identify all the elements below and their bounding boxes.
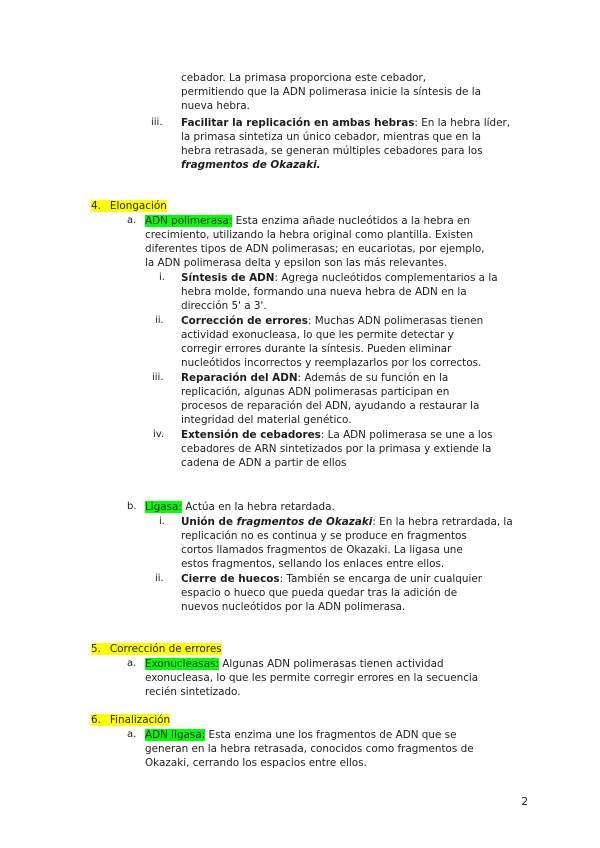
list-item: Extensión de cebadores: La ADN polimerasa se une a los xyxy=(181,429,493,441)
text-line: dirección 5' a 3'. xyxy=(181,300,267,312)
section-heading xyxy=(91,713,170,727)
list-item: ADN ligasa: Esta enzima une los fragmentos de ADN que se xyxy=(145,729,457,741)
section-heading-highlight: 6. Finalización xyxy=(91,714,171,726)
list-marker: iii. xyxy=(151,117,163,128)
section-heading-highlight: 5. Corrección de errores xyxy=(91,643,222,655)
text-line: espacio o hueco que pueda quedar tras la adición de xyxy=(181,587,458,599)
text-line: cadena de ADN a partir de ellos xyxy=(181,457,347,469)
subsection-highlight: Ligasa: xyxy=(145,501,182,513)
text-line: crecimiento, utilizando la hebra original como plantilla. Existen xyxy=(145,229,474,241)
text-line: la primasa sintetiza un único cebador, mientras que en la xyxy=(181,131,481,143)
subsection-highlight: ADN polimerasa: xyxy=(145,215,233,227)
text-line: recién sintetizado. xyxy=(145,686,241,698)
text-line: nueva hebra. xyxy=(181,100,250,112)
text-line: cebadores de ARN sintetizados por la primasa y extiende la xyxy=(181,443,492,455)
text-line: cortos llamados fragmentos de Okazaki. La ligasa une xyxy=(181,544,463,556)
list-marker: a. xyxy=(127,215,137,226)
list-item: Exonucleasas: Algunas ADN polimerasas tienen actividad xyxy=(145,658,444,670)
section-heading-highlight: 4. Elongación xyxy=(91,200,167,212)
list-marker: ii. xyxy=(155,573,164,584)
text-line: nucleótidos incorrectos y reemplazarlos por los correctos. xyxy=(181,357,482,369)
list-marker: iii. xyxy=(152,372,164,383)
text-line: corregir errores durante la síntesis. Pueden eliminar xyxy=(181,343,452,355)
list-item: Facilitar la replicación en ambas hebras: En la hebra líder, xyxy=(181,117,511,129)
text-line: actividad exonucleasa, lo que les permite detectar y xyxy=(181,329,454,341)
page-number: 2 xyxy=(521,796,528,808)
list-marker: i. xyxy=(159,272,165,283)
text-line: procesos de reparación del ADN, ayudando a restaurar la xyxy=(181,400,480,412)
text-line: la ADN polimerasa delta y epsilon son las más relevantes. xyxy=(145,257,448,269)
list-marker: iv. xyxy=(153,429,165,440)
text-line: hebra retrasada, se generan múltiples cebadores para los xyxy=(181,145,483,157)
section-heading xyxy=(91,642,222,656)
text-line: cebador. La primasa proporciona este cebador, xyxy=(181,72,427,84)
list-item: Cierre de huecos: También se encarga de unir cualquier xyxy=(181,573,482,585)
subsection-highlight: Exonucleasas: xyxy=(145,658,219,670)
list-marker: a. xyxy=(127,658,137,669)
text-line: hebra molde, formando una nueva hebra de ADN en la xyxy=(181,286,467,298)
section-heading xyxy=(91,199,167,213)
list-item: ADN polimerasa: Esta enzima añade nucleótidos a la hebra en xyxy=(145,215,470,227)
text-line: integridad del material genético. xyxy=(181,414,352,426)
list-marker: i. xyxy=(159,516,165,527)
text-line: fragmentos de Okazaki. xyxy=(181,159,321,171)
text-line: Okazaki, cerrando los espacios entre ellos. xyxy=(145,757,367,769)
text-line: exonucleasa, lo que les permite corregir errores en la secuencia xyxy=(145,672,479,684)
text-line: permitiendo que la ADN polimerasa inicie la síntesis de la xyxy=(181,86,481,98)
text-line: replicación, algunas ADN polimerasas participan en xyxy=(181,386,450,398)
item-title: Facilitar la replicación en ambas hebras xyxy=(181,117,415,129)
list-marker: a. xyxy=(127,729,137,740)
list-item: Ligasa: Actúa en la hebra retardada. xyxy=(145,501,335,513)
text-line: diferentes tipos de ADN polimerasas; en eucariotas, por ejemplo, xyxy=(145,243,485,255)
text-line: generan en la hebra retrasada, conocidos como fragmentos de xyxy=(145,743,474,755)
list-marker: ii. xyxy=(155,315,164,326)
list-item: Síntesis de ADN: Agrega nucleótidos complementarios a la xyxy=(181,272,498,284)
text-line: estos fragmentos, sellando los enlaces entre ellos. xyxy=(181,558,445,570)
text-line: replicación no es continua y se produce en fragmentos xyxy=(181,530,467,542)
text-line: nuevos nucleótidos por la ADN polimerasa. xyxy=(181,601,406,613)
list-item: Corrección de errores: Muchas ADN polimerasas tienen xyxy=(181,315,484,327)
list-item: Unión de fragmentos de Okazaki: En la hebra retrardada, la xyxy=(181,516,513,528)
list-marker: b. xyxy=(127,501,137,512)
list-item: Reparación del ADN: Además de su función en la xyxy=(181,372,449,384)
subsection-highlight: ADN ligasa: xyxy=(145,729,206,741)
